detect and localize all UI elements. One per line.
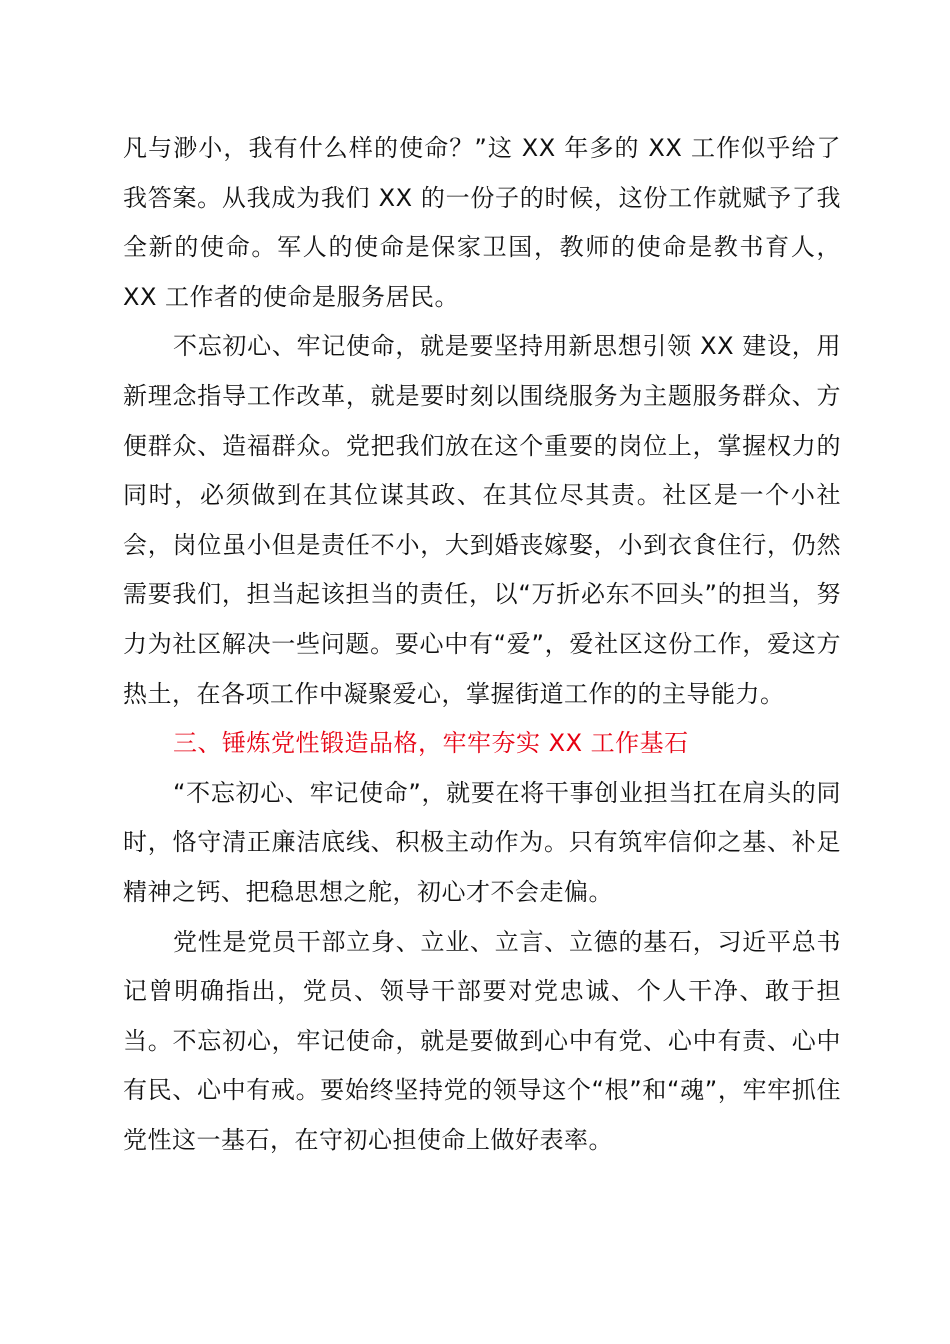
document-body bbox=[123, 124, 841, 1165]
paragraph-party-spirit: 党性是党员干部立身、立业、立言、立德的基石，习近平总书记曾明确指出，党员、领导干部要对党忠诚、个人干净、敢于担当。不忘初心，牢记使命，就是要做到心中有党、心中有责、心中有民、心中有戒。要始终坚持党的领导这个“根”和“魂”，牢牢抓住党性这一基石，在守初心担使命上做好表率。 bbox=[123, 927, 841, 1154]
paragraph-mission: 不忘初心、牢记使命，就是要坚持用新思想引领 XX 建设，用新理念指导工作改革，就是要时刻以围绕服务为主题服务群众、方便群众、造福群众。党把我们放在这个重要的岗位上，掌握权力的同时，必须做到在其位谋其政、在其位尽其责。社区是一个小社会，岗位虽小但是责任不小，大到婚丧嫁娶，小到衣食住行，仍然需要我们，担当起该担当的责任，以“万折必东不回头”的担当，努力为社区解决一些问题。要心中有“爱”，爱社区这份工作，爱这方热土，在各项工作中凝聚爱心，掌握街道工作的的主导能力。 bbox=[123, 332, 841, 708]
section-heading-3: 三、锤炼党性锻造品格，牢牢夯实 XX 工作基石 bbox=[173, 729, 689, 758]
paragraph-continuation: 凡与渺小，我有什么样的使命？”这 XX 年多的 XX 工作似乎给了我答案。从我成为我们 XX 的一份子的时候，这份工作就赋予了我全新的使命。军人的使命是保家卫国，教师的使命是教书育人，XX 工作者的使命是服务居民。 bbox=[123, 134, 841, 311]
paragraph-initial-heart: “不忘初心、牢记使命”，就要在将干事创业担当扛在肩头的同时，恪守清正廉洁底线、积极主动作为。只有筑牢信仰之基、补足精神之钙、把稳思想之舵，初心才不会走偏。 bbox=[123, 778, 841, 906]
